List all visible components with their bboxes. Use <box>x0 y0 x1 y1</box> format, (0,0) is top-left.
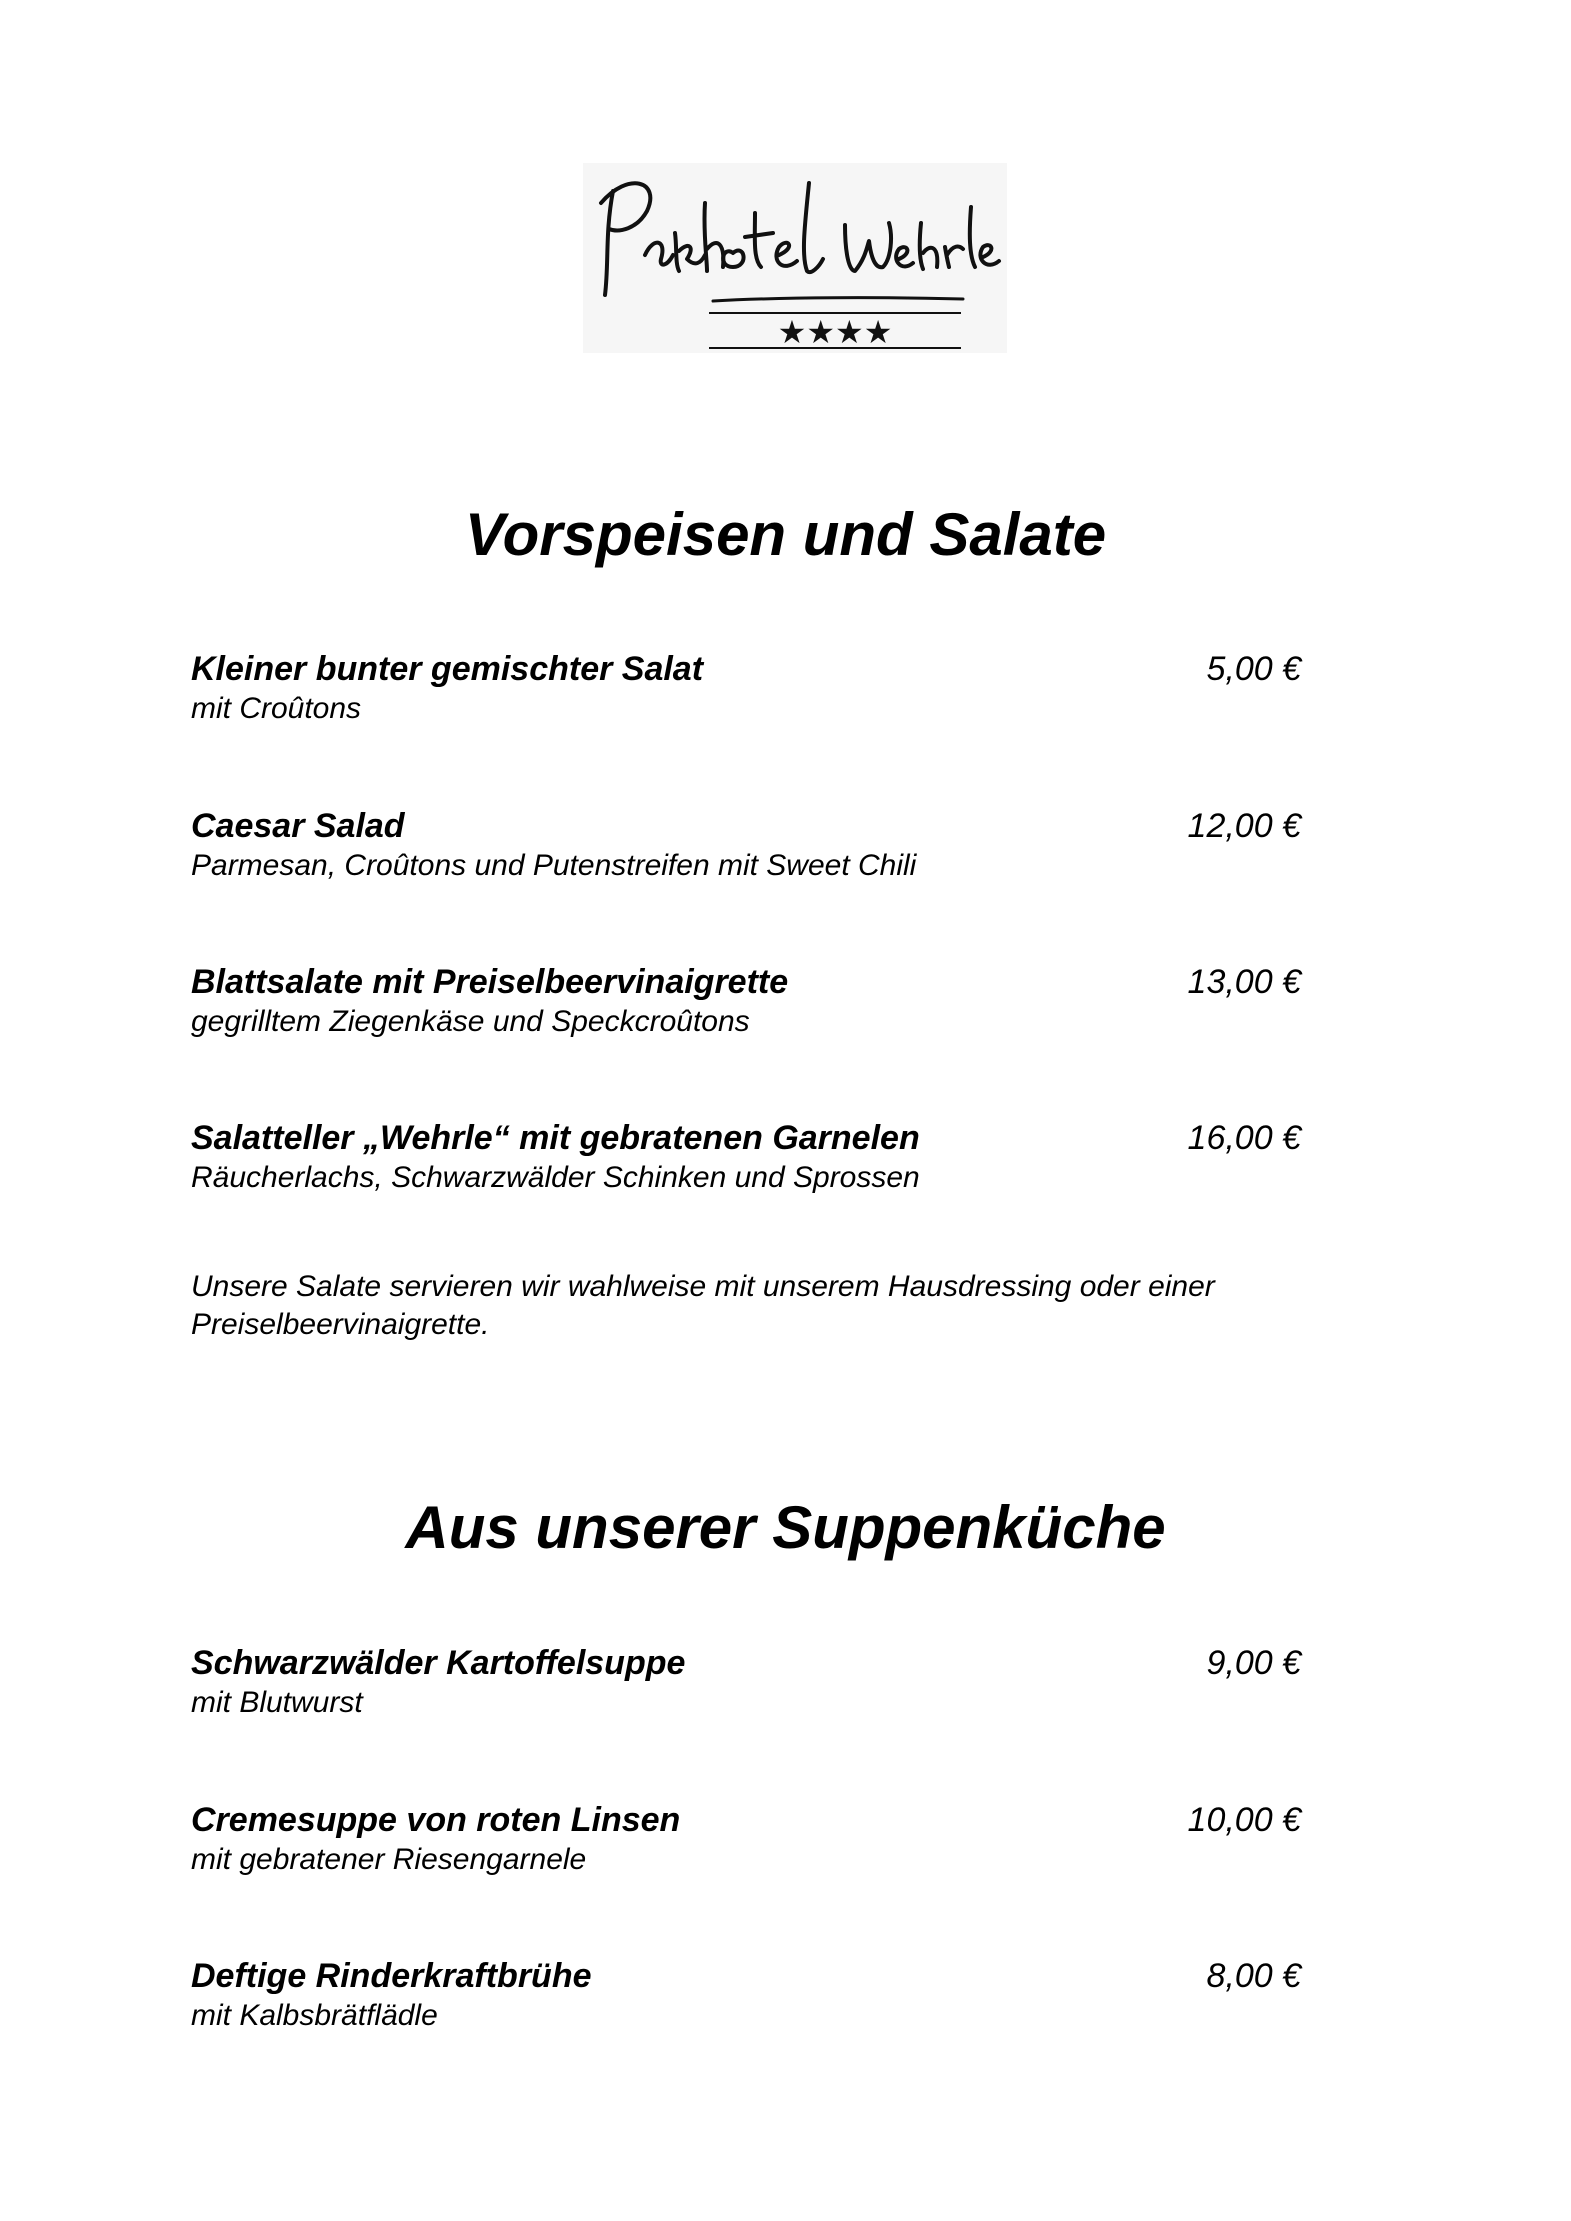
menu-item-name: Caesar Salad <box>191 807 405 845</box>
menu-item-price: 16,00 € <box>1187 1119 1301 1157</box>
menu-item <box>191 1956 1301 2036</box>
menu-item-description: Räucherlachs, Schwarzwälder Schinken und Sprossen <box>191 1161 920 1194</box>
menu-item <box>191 962 1301 1042</box>
menu-item-name: Blattsalate mit Preiselbeervinaigrette <box>191 963 789 1001</box>
menu-item-price: 10,00 € <box>1187 1801 1301 1839</box>
menu-item <box>191 1118 1301 1198</box>
menu-item-name: Deftige Rinderkraftbrühe <box>191 1957 592 1995</box>
menu-item-description: mit Croûtons <box>191 692 362 725</box>
menu-item-description: mit Blutwurst <box>191 1686 363 1719</box>
menu-item <box>191 1800 1301 1880</box>
menu-item-name: Cremesuppe von roten Linsen <box>191 1801 681 1839</box>
hotel-logo <box>583 163 1007 353</box>
menu-item <box>191 806 1301 886</box>
menu-item-price: 13,00 € <box>1187 963 1301 1001</box>
menu-item <box>191 1643 1301 1723</box>
logo-stars: ★★★★ <box>777 313 893 351</box>
menu-item-description: Parmesan, Croûtons und Putenstreifen mit Sweet Chili <box>191 849 917 882</box>
menu-item-name: Schwarzwälder Kartoffelsuppe <box>191 1644 686 1682</box>
menu-item-name: Kleiner bunter gemischter Salat <box>191 650 704 688</box>
section-title-soups: Aus unserer Suppenküche <box>405 1494 1166 1561</box>
menu-item <box>191 649 1301 729</box>
menu-item-price: 5,00 € <box>1206 650 1301 688</box>
signature-logo-graphic <box>583 163 1007 353</box>
menu-item-description: mit gebratener Riesengarnele <box>191 1843 587 1876</box>
menu-item-description: gegrilltem Ziegenkäse und Speckcroûtons <box>191 1005 750 1038</box>
menu-item-price: 9,00 € <box>1206 1644 1301 1682</box>
menu-item-name: Salatteller „Wehrle“ mit gebratenen Garnelen <box>191 1119 920 1157</box>
menu-item-price: 12,00 € <box>1187 807 1301 845</box>
section-title-starters: Vorspeisen und Salate <box>464 501 1107 568</box>
salad-dressing-note: Unsere Salate servieren wir wahlweise mit unserem Hausdressing oder einer Preiselbeervinaigrette. <box>191 1270 1215 1341</box>
menu-item-description: mit Kalbsbrätflädle <box>191 1999 438 2032</box>
menu-item-price: 8,00 € <box>1206 1957 1301 1995</box>
